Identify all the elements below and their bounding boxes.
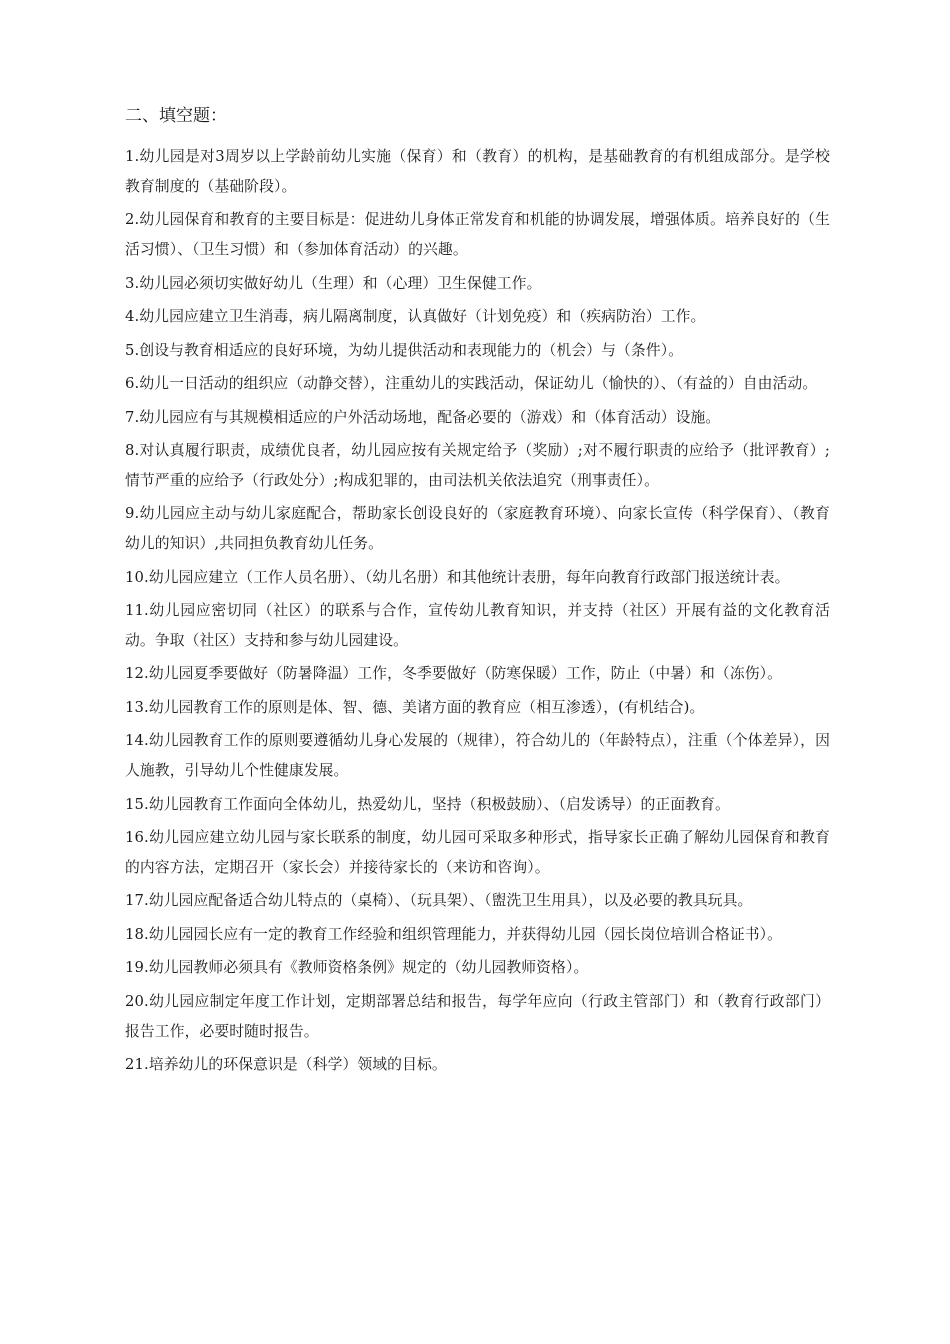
- question-item: 17.幼儿园应配备适合幼儿特点的（桌椅）、（玩具架）、（盥洗卫生用具），以及必要的教具玩具。: [125, 892, 753, 910]
- question-item: 4.幼儿园应建立卫生消毒，病儿隔离制度，认真做好（计划免疫）和（疾病防治）工作。: [125, 308, 706, 326]
- question-item: 1.幼儿园是对3周岁以上学龄前幼儿实施（保育）和（教育）的机构，是基础教育的有机组成部分。是学校教育制度的（基础阶段）。: [125, 148, 830, 195]
- question-item: 20.幼儿园应制定年度工作计划，定期部署总结和报告，每学年应向（行政主管部门）和（教育行政部门）报告工作，必要时随时报告。: [125, 992, 830, 1040]
- question-item: 6.幼儿一日活动的组织应（动静交替），注重幼儿的实践活动，保证幼儿（愉快的）、（有益的）自由活动。: [125, 375, 818, 393]
- question-item: 15.幼儿园教育工作面向全体幼儿，热爱幼儿，坚持（积极鼓励）、（启发诱导）的正面教育。: [125, 795, 730, 813]
- question-item: 7.幼儿园应有与其规模相适应的户外活动场地，配备必要的（游戏）和（体育活动）设施。: [125, 408, 721, 426]
- question-item: 5.创设与教育相适应的良好环境，为幼儿提供活动和表现能力的（机会）与（条件）。: [125, 341, 684, 359]
- question-item: 21.培养幼儿的环保意识是（科学）领域的目标。: [125, 1056, 447, 1074]
- question-item: 8.对认真履行职责，成绩优良者，幼儿园应按有关规定给予（奖励）;对不履行职责的应给予（批评教育）;情节严重的应给予（行政处分）;构成犯罪的，由司法机关依法追究（刑事责任）。: [125, 441, 830, 489]
- question-item: 2.幼儿园保育和教育的主要目标是：促进幼儿身体正常发育和机能的协调发展，增强体质。培养良好的（生活习惯）、（卫生习惯）和（参加体育活动）的兴趣。: [125, 211, 830, 259]
- question-item: 13.幼儿园教育工作的原则是体、智、德、美诸方面的教育应（相互渗透），(有机结合)。: [125, 698, 705, 716]
- question-item: 12.幼儿园夏季要做好（防暑降温）工作，冬季要做好（防寒保暖）工作，防止（中暑）和（冻伤）。: [125, 665, 783, 683]
- question-list: [125, 142, 830, 1084]
- question-item: 18.幼儿园园长应有一定的教育工作经验和组织管理能力，并获得幼儿园（园长岗位培训合格证书）。: [125, 925, 783, 943]
- question-item: 3.幼儿园必须切实做好幼儿（生理）和（心理）卫生保健工作。: [125, 274, 542, 292]
- question-item: 14.幼儿园教育工作的原则要遵循幼儿身心发展的（规律），符合幼儿的（年龄特点），注重（个体差异），因人施教，引导幼儿个性健康发展。: [125, 732, 830, 780]
- question-item: 19.幼儿园教师必须具有《教师资格条例》规定的（幼儿园教师资格）。: [125, 959, 589, 977]
- question-item: 16.幼儿园应建立幼儿园与家长联系的制度，幼儿园可采取多种形式，指导家长正确了解幼儿园保育和教育的内容方法，定期召开（家长会）并接待家长的（来访和咨询）。: [125, 829, 830, 876]
- question-item: 9.幼儿园应主动与幼儿家庭配合，帮助家长创设良好的（家庭教育环境）、向家长宣传（科学保育）、（教育幼儿的知识）,共同担负教育幼儿任务。: [125, 505, 830, 553]
- question-item: 10.幼儿园应建立（工作人员名册）、（幼儿名册）和其他统计表册，每年向教育行政部门报送统计表。: [125, 568, 790, 586]
- question-item: 11.幼儿园应密切同（社区）的联系与合作，宣传幼儿教育知识，并支持（社区）开展有益的文化教育活动。争取（社区）支持和参与幼儿园建设。: [125, 602, 830, 649]
- section-title: 二、填空题：: [125, 106, 227, 126]
